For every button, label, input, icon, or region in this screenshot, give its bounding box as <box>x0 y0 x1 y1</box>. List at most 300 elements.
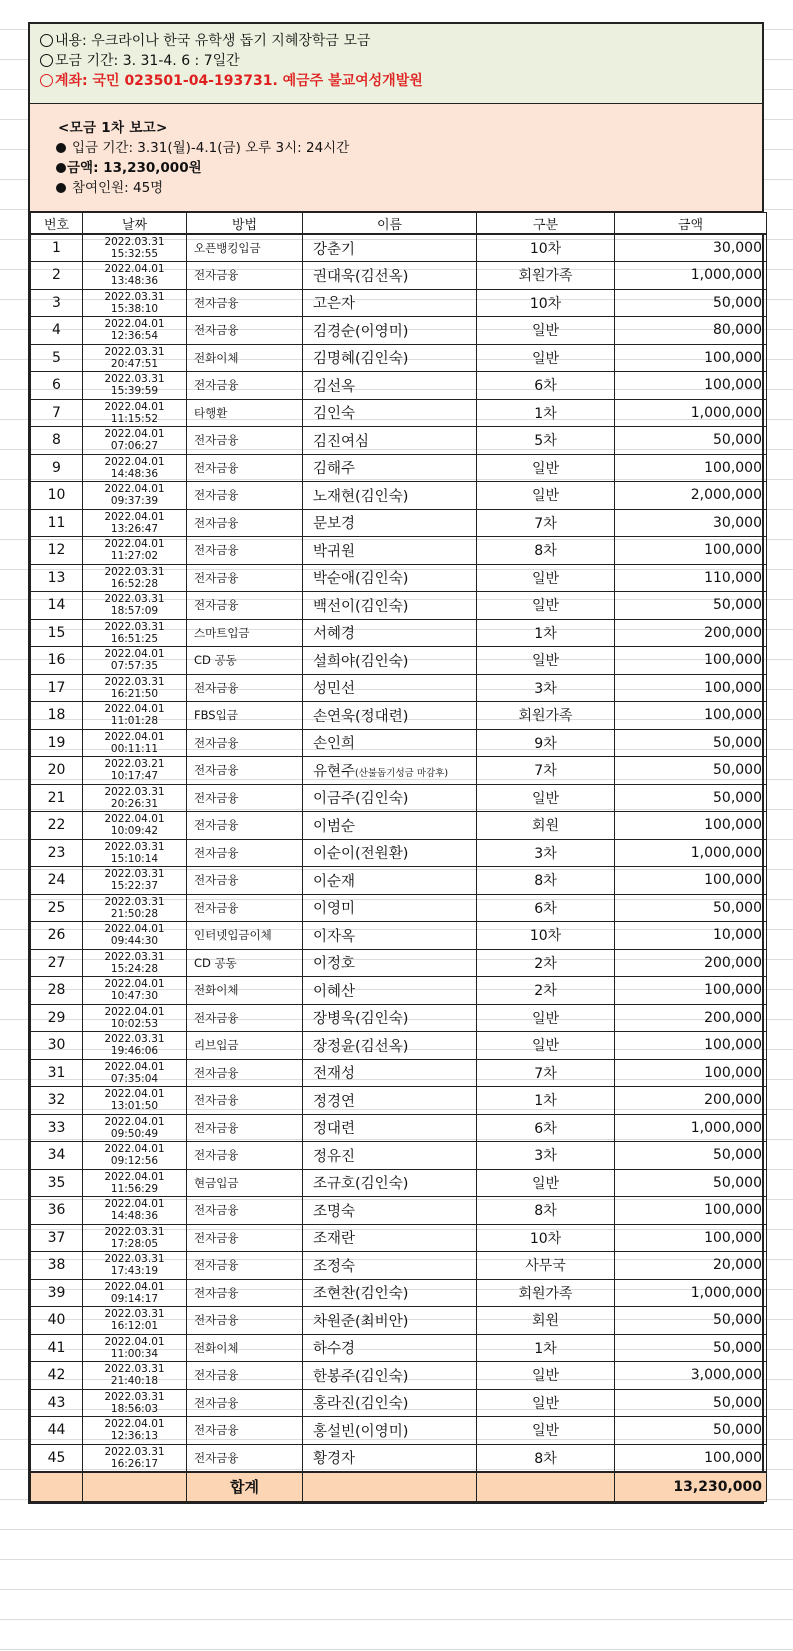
cell-no: 20 <box>31 757 83 785</box>
name-value: 유현주 <box>313 763 356 780</box>
time-value: 13:26:47 <box>110 522 159 535</box>
table-row <box>31 977 767 1005</box>
cell-no: 39 <box>31 1279 83 1307</box>
cell-name <box>303 482 477 510</box>
cell-category: 1차 <box>477 619 615 647</box>
name-value: 김경순(이영미) <box>313 323 409 340</box>
cell-date <box>83 1197 187 1225</box>
cell-category: 일반 <box>477 564 615 592</box>
cell-date <box>83 454 187 482</box>
cell-date <box>83 674 187 702</box>
time-value: 09:14:17 <box>110 1292 159 1305</box>
cell-date <box>83 592 187 620</box>
cell-no: 25 <box>31 894 83 922</box>
name-value: 조명숙 <box>313 1203 356 1220</box>
cell-date <box>83 482 187 510</box>
table-row <box>31 399 767 427</box>
cell-date <box>83 1362 187 1390</box>
cell-amount: 200,000 <box>615 1004 767 1032</box>
cell-method: 전자금융 <box>187 839 303 867</box>
cell-no: 42 <box>31 1362 83 1390</box>
date-value: 2022.04.01 <box>104 730 165 743</box>
cell-category: 6차 <box>477 894 615 922</box>
cell-category: 일반 <box>477 1004 615 1032</box>
cell-category: 일반 <box>477 784 615 812</box>
cell-amount: 110,000 <box>615 564 767 592</box>
time-value: 10:47:30 <box>110 990 159 1003</box>
cell-date <box>83 234 187 262</box>
cell-date <box>83 757 187 785</box>
cell-no: 34 <box>31 1142 83 1170</box>
cell-date <box>83 977 187 1005</box>
time-value: 10:09:42 <box>110 825 159 838</box>
cell-no: 32 <box>31 1087 83 1115</box>
cell-name <box>303 702 477 730</box>
table-row <box>31 647 767 675</box>
time-value: 16:21:50 <box>110 687 159 700</box>
cell-amount: 200,000 <box>615 949 767 977</box>
cell-category: 회원가족 <box>477 1279 615 1307</box>
date-value: 2022.04.01 <box>104 428 165 441</box>
cell-no: 24 <box>31 867 83 895</box>
cell-amount: 100,000 <box>615 977 767 1005</box>
time-value: 17:28:05 <box>110 1237 159 1250</box>
date-value: 2022.03.31 <box>104 593 165 606</box>
cell-name <box>303 1444 477 1472</box>
cell-no: 35 <box>31 1169 83 1197</box>
cell-method: 인터넷입금이체 <box>187 922 303 950</box>
cell-name <box>303 1362 477 1390</box>
cell-name <box>303 1307 477 1335</box>
donation-table <box>30 212 767 1502</box>
cell-no: 29 <box>31 1004 83 1032</box>
table-row <box>31 234 767 262</box>
cell-method: 전자금융 <box>187 729 303 757</box>
table-row <box>31 1307 767 1335</box>
time-value: 07:06:27 <box>110 440 159 453</box>
cell-category: 3차 <box>477 1142 615 1170</box>
cell-method: 전자금융 <box>187 564 303 592</box>
cell-date <box>83 1334 187 1362</box>
name-value: 조정숙 <box>313 1258 356 1275</box>
cell-no: 2 <box>31 262 83 290</box>
cell-amount: 50,000 <box>615 1389 767 1417</box>
time-value: 11:56:29 <box>110 1182 159 1195</box>
cell-name <box>303 867 477 895</box>
report-summary-box <box>28 104 764 212</box>
name-value: 성민선 <box>313 681 356 698</box>
cell-date <box>83 1417 187 1445</box>
name-value: 김진여심 <box>313 433 370 450</box>
name-value: 권대욱(김선옥) <box>313 268 409 285</box>
name-value: 황경자 <box>313 1451 356 1467</box>
cell-amount: 200,000 <box>615 1087 767 1115</box>
time-value: 12:36:13 <box>110 1430 159 1443</box>
cell-name <box>303 1169 477 1197</box>
date-value: 2022.04.01 <box>104 1143 165 1156</box>
cell-date <box>83 647 187 675</box>
cell-date <box>83 949 187 977</box>
cell-method: 전자금융 <box>187 784 303 812</box>
donation-table-wrapper <box>28 212 764 1504</box>
cell-date <box>83 1169 187 1197</box>
name-value: 문보경 <box>313 516 356 533</box>
time-value: 13:01:50 <box>110 1100 159 1113</box>
cell-category: 7차 <box>477 1059 615 1087</box>
table-row <box>31 1059 767 1087</box>
time-value: 12:36:54 <box>110 330 159 343</box>
cell-amount: 100,000 <box>615 702 767 730</box>
table-row <box>31 592 767 620</box>
participants-text: 참여인원: 45명 <box>72 180 164 196</box>
cell-no: 16 <box>31 647 83 675</box>
cell-no: 15 <box>31 619 83 647</box>
cell-amount: 100,000 <box>615 1197 767 1225</box>
cell-amount: 30,000 <box>615 509 767 537</box>
cell-date <box>83 812 187 840</box>
cell-date <box>83 564 187 592</box>
date-value: 2022.04.01 <box>104 648 165 661</box>
cell-date <box>83 1252 187 1280</box>
table-row <box>31 564 767 592</box>
name-value: 홍설빈(이영미) <box>313 1423 409 1440</box>
time-value: 14:48:36 <box>110 467 159 480</box>
total-cell-empty <box>477 1472 615 1502</box>
cell-method: 전자금융 <box>187 262 303 290</box>
time-value: 15:32:55 <box>110 248 159 260</box>
table-row <box>31 1334 767 1362</box>
cell-date <box>83 1444 187 1472</box>
cell-date <box>83 1307 187 1335</box>
cell-date <box>83 1389 187 1417</box>
cell-amount: 1,000,000 <box>615 1114 767 1142</box>
date-value: 2022.04.01 <box>104 510 165 523</box>
total-label: 합계 <box>187 1472 303 1502</box>
cell-no: 11 <box>31 509 83 537</box>
spreadsheet <box>28 22 764 1504</box>
circle-icon <box>40 54 53 67</box>
campaign-info-box <box>28 22 764 104</box>
cell-amount: 50,000 <box>615 729 767 757</box>
total-row <box>31 1472 767 1502</box>
cell-amount: 50,000 <box>615 592 767 620</box>
time-value: 15:22:37 <box>110 880 159 893</box>
table-row <box>31 344 767 372</box>
name-value: 정대련 <box>313 1121 356 1138</box>
cell-date <box>83 399 187 427</box>
cell-category: 6차 <box>477 1114 615 1142</box>
name-value: 강춘기 <box>313 241 356 258</box>
cell-amount: 10,000 <box>615 922 767 950</box>
cell-category: 1차 <box>477 399 615 427</box>
date-value: 2022.03.31 <box>104 895 165 908</box>
cell-category: 일반 <box>477 647 615 675</box>
table-row <box>31 812 767 840</box>
cell-category: 5차 <box>477 427 615 455</box>
time-value: 21:40:18 <box>110 1375 159 1388</box>
cell-method: 전자금융 <box>187 317 303 345</box>
cell-method: 전자금융 <box>187 867 303 895</box>
name-value: 서혜경 <box>313 626 356 643</box>
cell-name <box>303 372 477 400</box>
total-amount: 13,230,000 <box>615 1472 767 1502</box>
cell-amount: 1,000,000 <box>615 262 767 290</box>
cell-amount: 50,000 <box>615 289 767 317</box>
bullet-icon <box>56 163 66 173</box>
time-value: 15:39:59 <box>110 385 159 398</box>
table-row <box>31 289 767 317</box>
cell-date <box>83 289 187 317</box>
cell-name <box>303 1004 477 1032</box>
time-value: 07:57:35 <box>110 660 159 673</box>
deposit-period-line <box>56 138 762 158</box>
time-value: 16:12:01 <box>110 1320 159 1333</box>
cell-name <box>303 977 477 1005</box>
date-value: 2022.04.01 <box>104 318 165 331</box>
date-value: 2022.03.31 <box>104 1363 165 1376</box>
cell-method: 전자금융 <box>187 289 303 317</box>
cell-method: 전자금융 <box>187 509 303 537</box>
cell-no: 9 <box>31 454 83 482</box>
cell-no: 5 <box>31 344 83 372</box>
table-row <box>31 427 767 455</box>
cell-category: 7차 <box>477 509 615 537</box>
cell-amount: 100,000 <box>615 674 767 702</box>
cell-no: 4 <box>31 317 83 345</box>
cell-method: 전자금융 <box>187 1087 303 1115</box>
date-value: 2022.03.31 <box>104 1445 165 1458</box>
cell-name <box>303 1087 477 1115</box>
cell-amount: 30,000 <box>615 234 767 262</box>
cell-category: 8차 <box>477 1444 615 1472</box>
name-value: 전재성 <box>313 1066 356 1083</box>
name-value: 이범순 <box>313 818 356 835</box>
cell-method: 전자금융 <box>187 757 303 785</box>
cell-name <box>303 1389 477 1417</box>
cell-method: 오픈뱅킹입금 <box>187 234 303 262</box>
cell-date <box>83 344 187 372</box>
name-value: 이영미 <box>313 901 356 918</box>
name-value: 차원준(최비안) <box>313 1313 409 1330</box>
cell-name <box>303 1142 477 1170</box>
cell-method: 전자금융 <box>187 1004 303 1032</box>
cell-no: 21 <box>31 784 83 812</box>
cell-date <box>83 1032 187 1060</box>
cell-no: 40 <box>31 1307 83 1335</box>
cell-method: 전자금융 <box>187 1279 303 1307</box>
cell-amount: 100,000 <box>615 537 767 565</box>
campaign-content-line <box>40 31 752 51</box>
cell-category: 사무국 <box>477 1252 615 1280</box>
cell-name <box>303 839 477 867</box>
table-row <box>31 1444 767 1472</box>
cell-category: 일반 <box>477 1169 615 1197</box>
cell-no: 31 <box>31 1059 83 1087</box>
cell-method: FBS입금 <box>187 702 303 730</box>
name-value: 이순재 <box>313 873 356 890</box>
cell-no: 10 <box>31 482 83 510</box>
time-value: 13:48:36 <box>110 275 159 288</box>
cell-category: 일반 <box>477 1389 615 1417</box>
time-value: 11:15:52 <box>110 412 159 425</box>
cell-category: 일반 <box>477 1032 615 1060</box>
cell-category: 일반 <box>477 592 615 620</box>
name-value: 손인희 <box>313 736 356 753</box>
time-value: 20:47:51 <box>110 357 159 370</box>
time-value: 07:35:04 <box>110 1072 159 1085</box>
cell-method: 전자금융 <box>187 1224 303 1252</box>
table-row <box>31 1114 767 1142</box>
date-value: 2022.03.31 <box>104 345 165 358</box>
cell-no: 18 <box>31 702 83 730</box>
circle-icon <box>40 34 53 47</box>
table-row <box>31 894 767 922</box>
account-line <box>40 71 752 91</box>
table-row <box>31 1417 767 1445</box>
total-cell-empty <box>303 1472 477 1502</box>
name-value: 이순이(전원환) <box>313 846 409 863</box>
cell-method: 전자금융 <box>187 482 303 510</box>
table-row <box>31 949 767 977</box>
cell-amount: 200,000 <box>615 619 767 647</box>
cell-no: 43 <box>31 1389 83 1417</box>
cell-category: 1차 <box>477 1087 615 1115</box>
cell-method: 리브입금 <box>187 1032 303 1060</box>
date-value: 2022.03.31 <box>104 1033 165 1046</box>
cell-name <box>303 454 477 482</box>
name-value: 노재현(김인숙) <box>313 488 409 505</box>
cell-amount: 100,000 <box>615 372 767 400</box>
date-value: 2022.04.01 <box>104 1335 165 1348</box>
cell-no: 19 <box>31 729 83 757</box>
cell-name <box>303 509 477 537</box>
cell-amount: 50,000 <box>615 427 767 455</box>
cell-name <box>303 729 477 757</box>
cell-date <box>83 1114 187 1142</box>
cell-category: 일반 <box>477 317 615 345</box>
date-value: 2022.03.31 <box>104 565 165 578</box>
cell-name <box>303 289 477 317</box>
date-value: 2022.03.31 <box>104 785 165 798</box>
date-value: 2022.04.01 <box>104 1088 165 1101</box>
name-value: 김인숙 <box>313 406 356 423</box>
cell-name <box>303 922 477 950</box>
date-value: 2022.03.31 <box>104 620 165 633</box>
time-value: 19:46:06 <box>110 1045 159 1058</box>
cell-category: 회원가족 <box>477 262 615 290</box>
date-value: 2022.04.01 <box>104 813 165 826</box>
cell-category: 8차 <box>477 1197 615 1225</box>
cell-name <box>303 619 477 647</box>
cell-method: 스마트입금 <box>187 619 303 647</box>
name-value: 이자옥 <box>313 928 356 945</box>
cell-no: 30 <box>31 1032 83 1060</box>
cell-amount: 50,000 <box>615 784 767 812</box>
time-value: 15:24:28 <box>110 962 159 975</box>
time-value: 00:11:11 <box>110 742 159 755</box>
cell-amount: 50,000 <box>615 1142 767 1170</box>
cell-category: 회원 <box>477 1307 615 1335</box>
cell-amount: 2,000,000 <box>615 482 767 510</box>
name-value: 정유진 <box>313 1148 356 1165</box>
cell-no: 37 <box>31 1224 83 1252</box>
cell-method: 전자금융 <box>187 1307 303 1335</box>
table-row <box>31 1142 767 1170</box>
cell-amount: 20,000 <box>615 1252 767 1280</box>
time-value: 10:17:47 <box>110 770 159 783</box>
table-row <box>31 317 767 345</box>
table-row <box>31 784 767 812</box>
campaign-period-line <box>40 51 752 71</box>
time-value: 11:27:02 <box>110 550 159 563</box>
cell-date <box>83 1004 187 1032</box>
date-value: 2022.03.31 <box>104 675 165 688</box>
cell-date <box>83 427 187 455</box>
name-value: 설희야(김인숙) <box>313 653 409 670</box>
time-value: 09:12:56 <box>110 1155 159 1168</box>
cell-category: 회원 <box>477 812 615 840</box>
time-value: 09:37:39 <box>110 495 159 508</box>
table-row <box>31 1252 767 1280</box>
cell-amount: 50,000 <box>615 757 767 785</box>
cell-name <box>303 784 477 812</box>
time-value: 15:10:14 <box>110 852 159 865</box>
cell-category: 3차 <box>477 674 615 702</box>
cell-name <box>303 317 477 345</box>
table-row <box>31 509 767 537</box>
cell-name <box>303 1417 477 1445</box>
date-value: 2022.04.01 <box>104 538 165 551</box>
date-value: 2022.03.31 <box>104 1308 165 1321</box>
table-row <box>31 702 767 730</box>
date-value: 2022.03.31 <box>104 373 165 386</box>
amount-text: 금액: 13,230,000원 <box>67 160 202 176</box>
date-value: 2022.04.01 <box>104 1198 165 1211</box>
participants-line <box>56 178 762 198</box>
cell-method: 타행환 <box>187 399 303 427</box>
time-value: 17:43:19 <box>110 1265 159 1278</box>
cell-name <box>303 1224 477 1252</box>
table-row <box>31 1087 767 1115</box>
campaign-content-text: 내용: 우크라이나 한국 유학생 돕기 지혜장학금 모금 <box>55 33 371 49</box>
cell-date <box>83 372 187 400</box>
table-row <box>31 1169 767 1197</box>
cell-category: 일반 <box>477 1362 615 1390</box>
cell-category: 1차 <box>477 1334 615 1362</box>
cell-date <box>83 729 187 757</box>
header-date: 날짜 <box>83 213 187 235</box>
header-method: 방법 <box>187 213 303 235</box>
cell-method: 전자금융 <box>187 1417 303 1445</box>
name-value: 이금주(김인숙) <box>313 791 409 808</box>
cell-amount: 1,000,000 <box>615 839 767 867</box>
cell-category: 일반 <box>477 482 615 510</box>
cell-date <box>83 702 187 730</box>
cell-name <box>303 399 477 427</box>
cell-method: 전자금융 <box>187 592 303 620</box>
table-row <box>31 729 767 757</box>
cell-no: 44 <box>31 1417 83 1445</box>
cell-no: 27 <box>31 949 83 977</box>
cell-category: 2차 <box>477 977 615 1005</box>
cell-category: 10차 <box>477 289 615 317</box>
cell-method: 전화이체 <box>187 344 303 372</box>
table-row <box>31 1389 767 1417</box>
table-row <box>31 537 767 565</box>
name-value: 김명혜(김인숙) <box>313 351 409 368</box>
name-value: 정경연 <box>313 1093 356 1110</box>
date-value: 2022.04.01 <box>104 1115 165 1128</box>
